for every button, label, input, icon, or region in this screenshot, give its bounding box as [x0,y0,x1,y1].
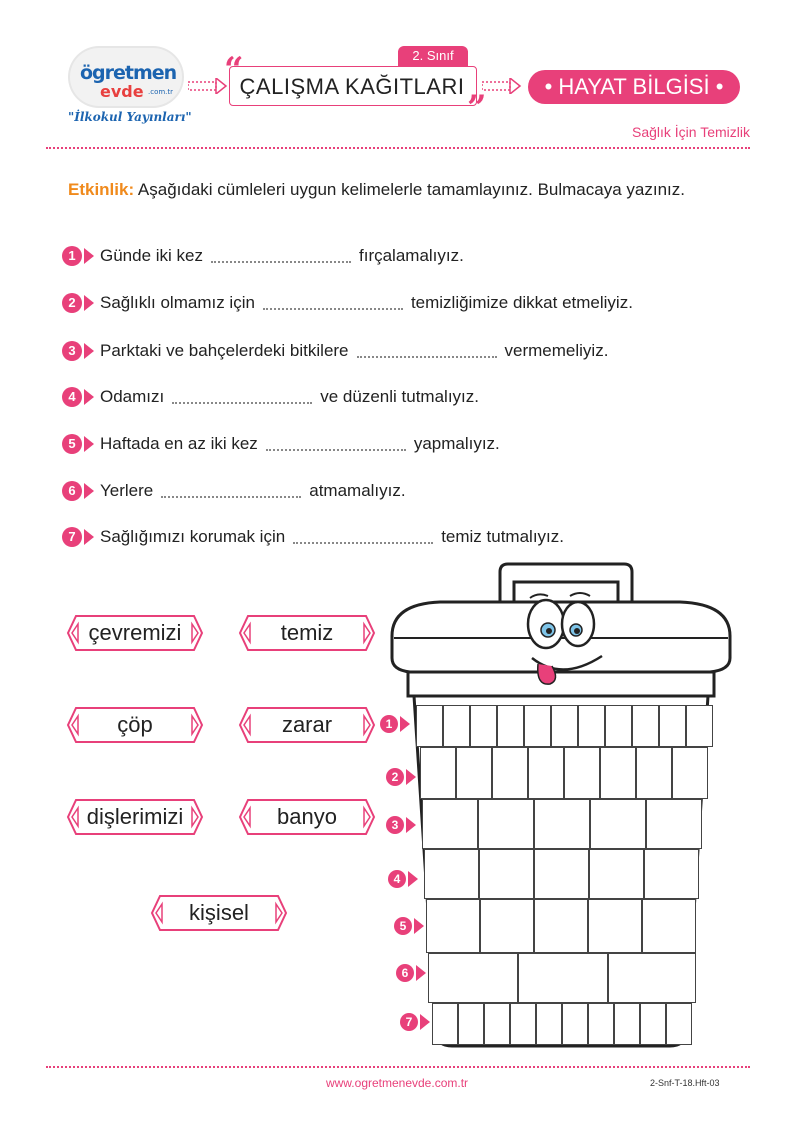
puzzle-cell[interactable] [492,747,528,799]
pointer-icon [408,871,418,887]
puzzle-row-4 [424,849,699,899]
question-text: vermemeliyiz. [504,341,609,360]
activity-label: Etkinlik: [68,180,135,199]
number-badge: 3 [62,341,82,361]
puzzle-cell[interactable] [422,799,478,849]
word-text: zarar [281,712,333,737]
puzzle-cell[interactable] [420,747,456,799]
number-badge: 5 [62,434,82,454]
logo-line2: evde [100,82,144,101]
number-badge: 3 [386,816,404,834]
puzzle-cell[interactable] [534,899,588,953]
question-text: Parktaki ve bahçelerdeki bitkilere [100,341,349,360]
question-text: temizliğimize dikkat etmeliyiz. [410,293,633,312]
row-marker-1 [380,715,416,733]
document-code: 2-Snf-T-18.Hft-03 [650,1078,720,1088]
number-badge: 6 [396,964,414,982]
activity-text: Aşağıdaki cümleleri uygun kelimelerle tamamlayınız. Bulmacaya yazınız. [134,180,685,199]
puzzle-cell[interactable] [588,1003,614,1045]
puzzle-cell[interactable] [686,705,713,747]
puzzle-cell[interactable] [484,1003,510,1045]
puzzle-row-5 [426,899,696,953]
question-text: temiz tutmalıyız. [441,527,564,546]
topic-label: Sağlık İçin Temizlik [631,124,750,140]
pointer-icon [406,769,416,785]
puzzle-cell[interactable] [497,705,524,747]
question-text: Yerlere [100,481,154,500]
question-text: Odamızı [100,387,165,406]
puzzle-cell[interactable] [426,899,480,953]
pointer-icon [84,483,94,499]
number-badge: 2 [386,768,404,786]
divider [46,147,750,149]
arrow-right-icon [188,78,228,94]
puzzle-cell[interactable] [589,849,644,899]
puzzle-cell[interactable] [528,747,564,799]
pointer-icon [416,965,426,981]
puzzle-cell[interactable] [614,1003,640,1045]
puzzle-cell[interactable] [428,953,518,1003]
puzzle-cell[interactable] [605,705,632,747]
number-badge: 7 [62,527,82,547]
question-text: atmamalıyız. [309,481,406,500]
row-marker-2 [386,768,422,786]
word-card[interactable] [238,614,376,652]
footer-url[interactable]: www.ogretmenevde.com.tr [325,1076,469,1090]
answer-blank[interactable] [357,344,497,358]
puzzle-cell[interactable] [424,849,479,899]
question-text: Haftada en az iki kez [100,434,258,453]
answer-blank[interactable] [293,530,433,544]
puzzle-cell[interactable] [564,747,600,799]
logo-line1: ögretmen [80,62,177,84]
puzzle-cell[interactable] [478,799,534,849]
number-badge: 5 [394,917,412,935]
puzzle-cell[interactable] [443,705,470,747]
question-6 [62,478,762,504]
word-card[interactable] [66,614,204,652]
page-title: ÇALIŞMA KAĞITLARI [239,74,465,99]
puzzle-cell[interactable] [632,705,659,747]
pointer-icon [84,248,94,264]
puzzle-cell[interactable] [672,747,708,799]
word-card[interactable] [238,798,376,836]
word-text: çevremizi [88,620,182,645]
puzzle-cell[interactable] [578,705,605,747]
answer-blank[interactable] [161,484,301,498]
word-text: çöp [117,712,153,737]
puzzle-cell[interactable] [636,747,672,799]
puzzle-cell[interactable] [480,899,534,953]
pointer-icon [406,817,416,833]
puzzle-cell[interactable] [458,1003,484,1045]
logo-domain: .com.tr [148,88,174,96]
number-badge: 6 [62,481,82,501]
word-text: temiz [280,620,334,645]
question-text: Sağlıklı olmamız için [100,293,255,312]
question-text: Günde iki kez [100,246,203,265]
number-badge: 1 [62,246,82,266]
puzzle-cell[interactable] [534,849,589,899]
logo-tagline: "İlkokul Yayınları" [68,110,192,124]
puzzle-cell[interactable] [534,799,590,849]
question-text: yapmalıyız. [413,434,500,453]
pointer-icon [414,918,424,934]
puzzle-cell[interactable] [562,1003,588,1045]
question-text: Sağlığımızı korumak için [100,527,286,546]
puzzle-cell[interactable] [608,953,696,1003]
puzzle-row-2 [420,747,708,799]
question-7 [62,524,762,550]
puzzle-cell[interactable] [524,705,551,747]
pointer-icon [400,716,410,732]
number-badge: 7 [400,1013,418,1031]
question-3 [62,338,762,364]
activity-instruction [68,176,718,204]
number-badge: 4 [62,387,82,407]
word-text: banyo [277,804,337,829]
puzzle-row-7 [432,1003,692,1045]
question-2 [62,290,762,316]
question-5 [62,431,762,457]
puzzle-cell[interactable] [510,1003,536,1045]
number-badge: 1 [380,715,398,733]
puzzle-row-6 [428,953,696,1003]
pointer-icon [84,343,94,359]
puzzle-cell[interactable] [588,899,642,953]
question-text: fırçalamalıyız. [359,246,464,265]
puzzle-cell[interactable] [470,705,497,747]
pointer-icon [84,295,94,311]
close-quote-icon: ” [467,88,487,128]
puzzle-cell[interactable] [640,1003,666,1045]
pointer-icon [84,436,94,452]
question-text: ve düzenli tutmalıyız. [320,387,479,406]
arrow-right-icon [482,78,522,94]
word-card[interactable] [66,706,204,744]
puzzle-cell[interactable] [590,799,646,849]
number-badge: 2 [62,293,82,313]
word-text: kişisel [189,900,249,925]
puzzle-cell[interactable] [600,747,636,799]
puzzle-cell[interactable] [416,705,443,747]
word-card[interactable] [66,798,204,836]
question-1 [62,243,762,269]
answer-blank[interactable] [211,249,351,263]
question-4 [62,384,762,410]
puzzle-cell[interactable] [551,705,578,747]
puzzle-cell[interactable] [479,849,534,899]
word-text: dişlerimizi [86,804,184,829]
answer-blank[interactable] [266,437,406,451]
footer-divider [46,1066,750,1068]
row-marker-5 [394,917,430,935]
puzzle-cell[interactable] [536,1003,562,1045]
publisher-logo [62,40,192,132]
row-marker-4 [388,870,424,888]
row-marker-3 [386,816,422,834]
puzzle-cell[interactable] [456,747,492,799]
puzzle-cell[interactable] [666,1003,692,1045]
row-marker-6 [396,964,432,982]
pointer-icon [84,529,94,545]
puzzle-cell[interactable] [518,953,608,1003]
answer-blank[interactable] [263,296,403,310]
puzzle-cell[interactable] [659,705,686,747]
puzzle-row-3 [422,799,702,849]
subject-badge: • HAYAT BİLGİSİ • [528,70,740,104]
word-card[interactable] [238,706,376,744]
puzzle-cell[interactable] [642,899,696,953]
puzzle-cell[interactable] [646,799,702,849]
pointer-icon [84,389,94,405]
row-marker-7 [400,1013,436,1031]
puzzle-row-1 [416,705,713,747]
open-quote-icon: “ [224,50,244,90]
answer-blank[interactable] [172,390,312,404]
puzzle-cell[interactable] [644,849,699,899]
pointer-icon [420,1014,430,1030]
word-card[interactable] [150,894,288,932]
number-badge: 4 [388,870,406,888]
grade-badge: 2. Sınıf [398,46,468,66]
